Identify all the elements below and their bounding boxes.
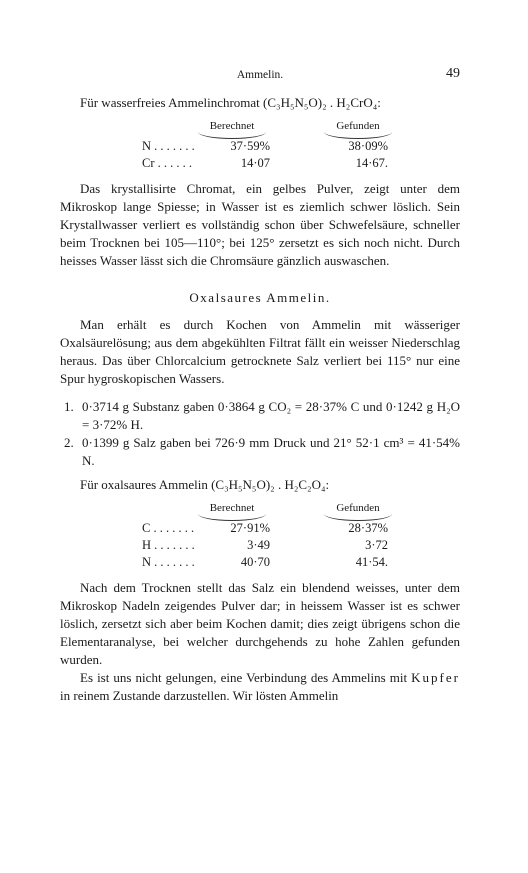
paragraph-copper-end: in reinem Zustande darzustellen. Wir lösten Ammelin bbox=[60, 688, 339, 703]
calculated-value: 37·59% bbox=[230, 139, 270, 153]
element-label: N . . . . . . . bbox=[142, 555, 195, 569]
paragraph-oxalate-properties: Nach dem Trocknen stellt das Salz ein blendend weisses, unter dem Mikroskop Nadeln zeigendes Pulver dar; in heissem Wasser ist es schwer löslich, zersetzt sich aber beim Kochen damit; dies zeigt übrigens schon die Elementaranalyse, bei welcher durchgehends zu hohe Zahlen gefunden wurden. bbox=[60, 580, 460, 667]
calculated-value: 27·91% bbox=[230, 521, 270, 535]
element-label: C . . . . . . . bbox=[142, 521, 195, 535]
element-label: Cr . . . . . . bbox=[142, 156, 192, 170]
analysis-text: 0·3714 g Substanz gaben 0·3864 g CO₂ = 28·37% C und 0·1242 g H₂O = 3·72% H. bbox=[82, 399, 460, 432]
found-value: 38·09% bbox=[348, 139, 388, 153]
list-item bbox=[60, 398, 460, 434]
table-row bbox=[60, 554, 460, 571]
running-head bbox=[60, 66, 460, 84]
found-value: 14·67. bbox=[355, 156, 388, 170]
calculated-value: 3·49 bbox=[247, 538, 270, 552]
table1-header bbox=[60, 118, 460, 138]
document-page bbox=[60, 66, 460, 705]
table-row bbox=[60, 537, 460, 554]
calculated-value: 40·70 bbox=[240, 555, 270, 569]
table2-col-found: Gefunden bbox=[336, 502, 380, 514]
paragraph-copper bbox=[60, 669, 460, 705]
found-value: 28·37% bbox=[348, 521, 388, 535]
table2-header bbox=[60, 500, 460, 520]
table-row bbox=[60, 155, 460, 172]
paragraph-chromate: Das krystallisirte Chromat, ein gelbes Pulver, zeigt unter dem Mikroskop lange Spiesse; in Wasser ist es ziemlich schwer löslich. Sein Krystallwasser verliert es vollständig schon über Schwefelsäure, schneller beim Trocknen bei 105—110°; bei 125° zersetzt es sich noch nicht. Durch heisses Wasser lässt sich die Chromsäure gänzlich auswaschen. bbox=[60, 181, 460, 268]
calculated-value: 14·07 bbox=[240, 156, 270, 170]
paragraph-oxalate-prep: Man erhält es durch Kochen von Ammelin mit wässeriger Oxalsäurelösung; aus dem abgekühlten Filtrat fällt ein weisser Niederschlag heraus. Das über Chlorcalcium getrocknete Salz verliert bei 115° nur eine Spur hygroskopischen Wassers. bbox=[60, 317, 460, 386]
table1-col-calculated: Berechnet bbox=[209, 120, 255, 132]
element-label: N . . . . . . . bbox=[142, 139, 195, 153]
table-row bbox=[60, 138, 460, 155]
list-item bbox=[60, 434, 460, 470]
page-number: 49 bbox=[446, 66, 460, 81]
table2-oxalate-analysis bbox=[60, 500, 460, 571]
table2-intro: Für oxalsaures Ammelin (C₃H₅N₅O)₂ . H₂C₂O₄: bbox=[80, 477, 330, 492]
paragraph-copper-spaced-word: Kupfer bbox=[411, 670, 460, 685]
table1-chromate-analysis bbox=[60, 118, 460, 172]
list-number: 2. bbox=[64, 435, 74, 450]
table2-col-calculated: Berechnet bbox=[209, 502, 255, 514]
table1-col-found: Gefunden bbox=[336, 120, 380, 132]
analysis-text: 0·1399 g Salz gaben bei 726·9 mm Druck und 21° 52·1 cm³ = 41·54% N. bbox=[82, 435, 460, 468]
list-number: 1. bbox=[64, 399, 74, 414]
analysis-list bbox=[60, 398, 460, 470]
table1-intro: Für wasserfreies Ammelinchromat (C₃H₅N₅O)₂ . H₂CrO₄: bbox=[80, 95, 381, 110]
paragraph-copper-start: Es ist uns nicht gelungen, eine Verbindung des Ammelins mit bbox=[80, 670, 412, 685]
element-label: H . . . . . . . bbox=[142, 538, 195, 552]
section-title: Oxalsaures Ammelin. bbox=[189, 290, 331, 305]
running-title: Ammelin. bbox=[236, 69, 284, 81]
found-value: 41·54. bbox=[355, 555, 388, 569]
table-row bbox=[60, 520, 460, 537]
found-value: 3·72 bbox=[365, 538, 388, 552]
